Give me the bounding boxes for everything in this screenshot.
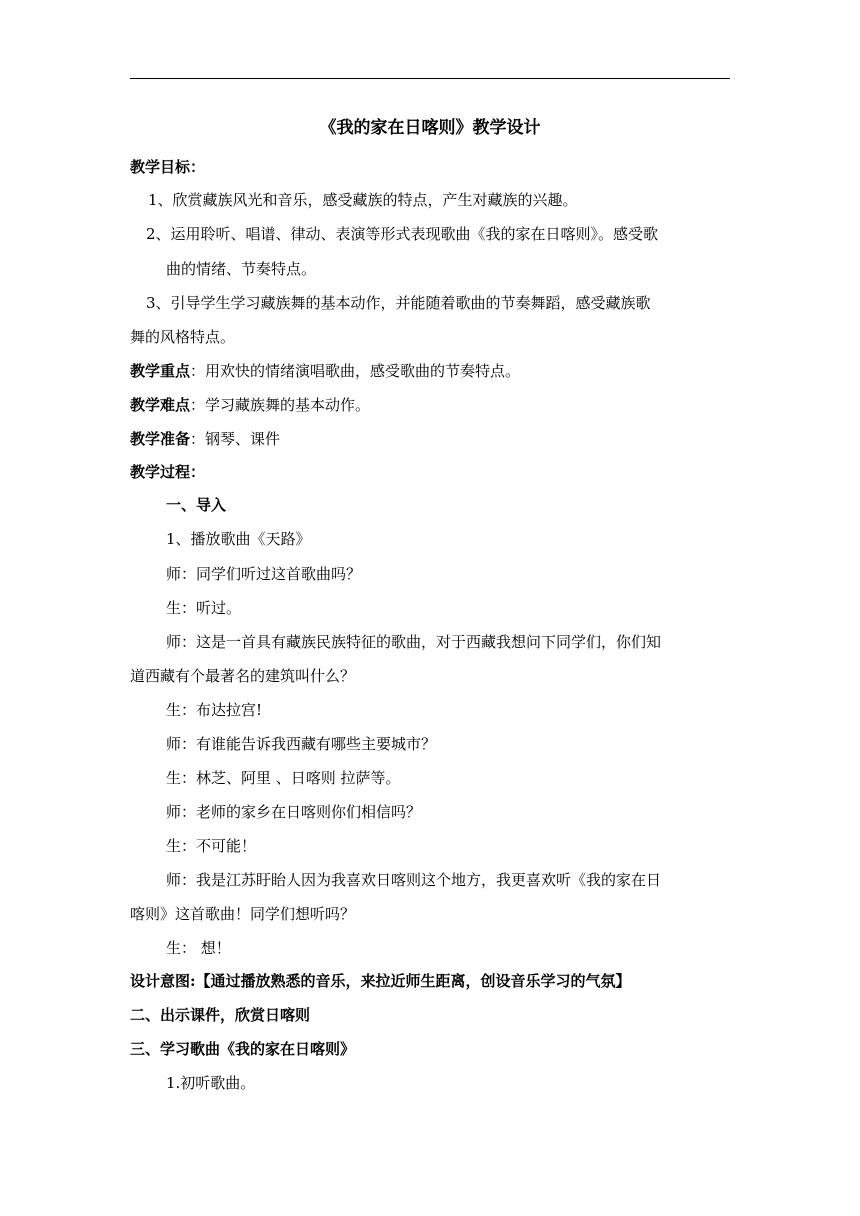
step-1: 1、播放歌曲《天路》 bbox=[166, 530, 311, 548]
objective-item-2-line-2: 曲的情绪、节奏特点。 bbox=[166, 260, 317, 278]
teaching-difficulty bbox=[130, 394, 370, 416]
objective-item-1: 1、欣赏藏族风光和音乐，感受藏族的特点，产生对藏族的兴趣。 bbox=[148, 191, 578, 209]
section-1-heading: 一、导入 bbox=[166, 496, 227, 514]
process-heading: 教学过程： bbox=[130, 463, 206, 481]
teaching-focus-text: ：用欢快的情绪演唱歌曲，感受歌曲的节奏特点。 bbox=[190, 362, 521, 380]
teaching-focus-label: 教学重点 bbox=[130, 362, 191, 380]
teaching-focus bbox=[130, 360, 520, 382]
dialogue-line: 师：我是江苏盱眙人因为我喜欢日喀则这个地方，我更喜欢听《我的家在日 bbox=[166, 871, 662, 889]
section-2-heading: 二、出示课件，欣赏日喀则 bbox=[130, 1006, 311, 1024]
section-3-heading: 三、学习歌曲《我的家在日喀则》 bbox=[130, 1040, 356, 1058]
teaching-preparation bbox=[130, 428, 280, 450]
step-initial-listening: 1.初听歌曲。 bbox=[166, 1074, 256, 1092]
dialogue-line: 师：有谁能告诉我西藏有哪些主要城市？ bbox=[166, 735, 437, 753]
teaching-difficulty-label: 教学难点 bbox=[130, 396, 191, 414]
objective-item-3-line-2: 舞的风格特点。 bbox=[130, 328, 236, 346]
dialogue-line: 师：同学们听过这首歌曲吗？ bbox=[166, 565, 362, 583]
teaching-difficulty-text: ：学习藏族舞的基本动作。 bbox=[190, 396, 371, 414]
dialogue-line: 生：听过。 bbox=[166, 599, 242, 617]
objective-item-3-line-1: 3、引导学生学习藏族舞的基本动作，并能随着歌曲的节奏舞蹈，感受藏族歌 bbox=[146, 294, 651, 312]
dialogue-line: 生：布达拉宫! bbox=[166, 701, 263, 719]
dialogue-line: 生：林芝、阿里 、日喀则 拉萨等。 bbox=[166, 769, 401, 787]
dialogue-line: 师：老师的家乡在日喀则你们相信吗？ bbox=[166, 803, 422, 821]
dialogue-line: 喀则》这首歌曲！同学们想听吗？ bbox=[130, 905, 356, 923]
dialogue-line: 师：这是一首具有藏族民族特征的歌曲，对于西藏我想问下同学们，你们知 bbox=[166, 633, 662, 651]
document-title: 《我的家在日喀则》教学设计 bbox=[319, 118, 541, 138]
dialogue-line: 生：不可能！ bbox=[166, 837, 257, 855]
design-intent: 设计意图:【通过播放熟悉的音乐，来拉近师生距离，创设音乐学习的气氛】 bbox=[130, 972, 631, 990]
objective-item-2-line-1: 2、运用聆听、唱谱、律动、表演等形式表现歌曲《我的家在日喀则》。感受歌 bbox=[146, 225, 659, 243]
dialogue-line: 道西藏有个最著名的建筑叫什么？ bbox=[130, 667, 356, 685]
objectives-heading: 教学目标： bbox=[130, 158, 206, 176]
teaching-preparation-label: 教学准备 bbox=[130, 430, 191, 448]
dialogue-line: 生： 想！ bbox=[166, 939, 231, 957]
header-rule bbox=[130, 78, 730, 79]
teaching-preparation-text: ：钢琴、课件 bbox=[190, 430, 281, 448]
